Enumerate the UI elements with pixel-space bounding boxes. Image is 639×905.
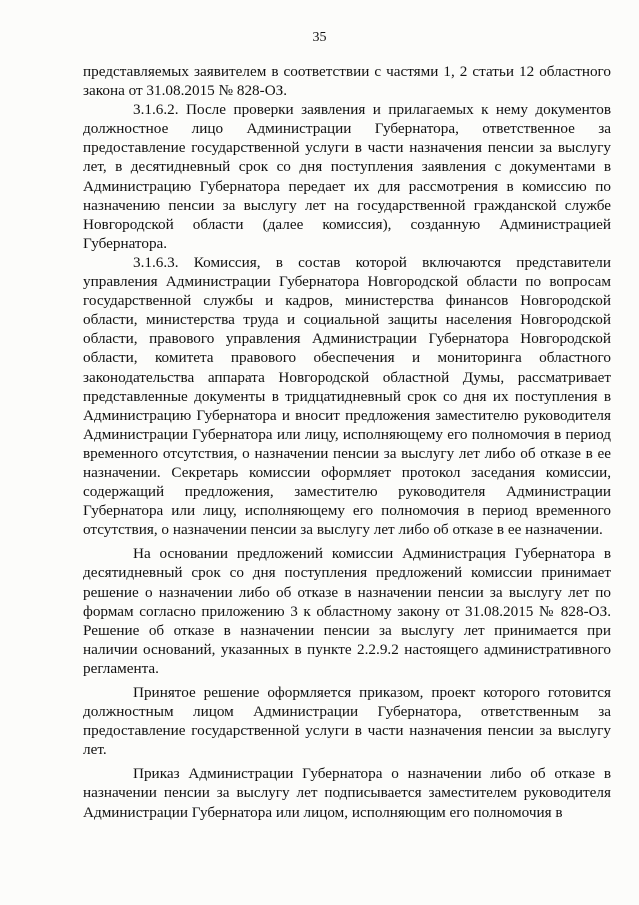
page-number: 35	[312, 30, 327, 45]
document-body	[83, 62, 611, 822]
paragraph-order-signing: Приказ Администрации Губернатора о назначении либо об отказе в назначении пенсии за выслугу лет подписывается заместителем руководителя Администрации Губернатора или лицом, исполняющим его полномочия в	[83, 765, 611, 821]
paragraph-3-1-6-3: 3.1.6.3. Комиссия, в состав которой включаются представители управления Администрации Губернатора Новгородской области по вопросам государственной службы и кадров, министерства финансов Новгородской области, министерства труда и социальной защиты населения Новгородской области, правового управления Администрации Губернатора Новгородской области, комитета правового обеспечения и мониторинга областного законодательства аппарата Новгородской областной Думы, рассматривает представленные документы в тридцатидневный срок со дня их поступления в Администрацию Губернатора и вносит предложения заместителю руководителя Администрации Губернатора или лицу, исполняющему его полномочия в период временного отсутствия, о назначении пенсии за выслугу лет либо об отказе в ее назначении. Секретарь комиссии оформляет протокол заседания комиссии, содержащий предложения, заместителю руководителя Администрации Губернатора или лицу, исполняющему его полномочия в период временного отсутствия, о назначении пенсии за выслугу лет либо об отказе в ее назначении.	[83, 253, 611, 539]
paragraph-decision: На основании предложений комиссии Администрация Губернатора в десятидневный срок со дня поступления предложений комиссии принимает решение о назначении либо об отказе в назначении пенсии за выслугу лет по формам согласно приложению 3 к областному закону от 31.08.2015 № 828-ОЗ. Решение об отказе в назначении пенсии за выслугу лет принимается при наличии оснований, указанных в пункте 2.2.9.2 настоящего административного регламента.	[83, 545, 611, 677]
paragraph-3-1-6-2: 3.1.6.2. После проверки заявления и прилагаемых к нему документов должностное лицо Администрации Губернатора, ответственное за предоставление государственной услуги в части назначения пенсии за выслугу лет, в десятидневный срок со дня поступления заявления с документами в Администрацию Губернатора передает их для рассмотрения в комиссию по назначению пенсии за выслугу лет на государственной гражданской службе Новгородской области (далее комиссия), созданную Администрацией Губернатора.	[83, 101, 611, 252]
paragraph-continuation: представляемых заявителем в соответствии с частями 1, 2 статьи 12 областного закона от 31.08.2015 № 828-ОЗ.	[83, 63, 611, 100]
paragraph-order-draft: Принятое решение оформляется приказом, проект которого готовится должностным лицом Администрации Губернатора, ответственным за предоставление государственной услуги в части назначения пенсии за выслугу лет.	[83, 684, 611, 759]
